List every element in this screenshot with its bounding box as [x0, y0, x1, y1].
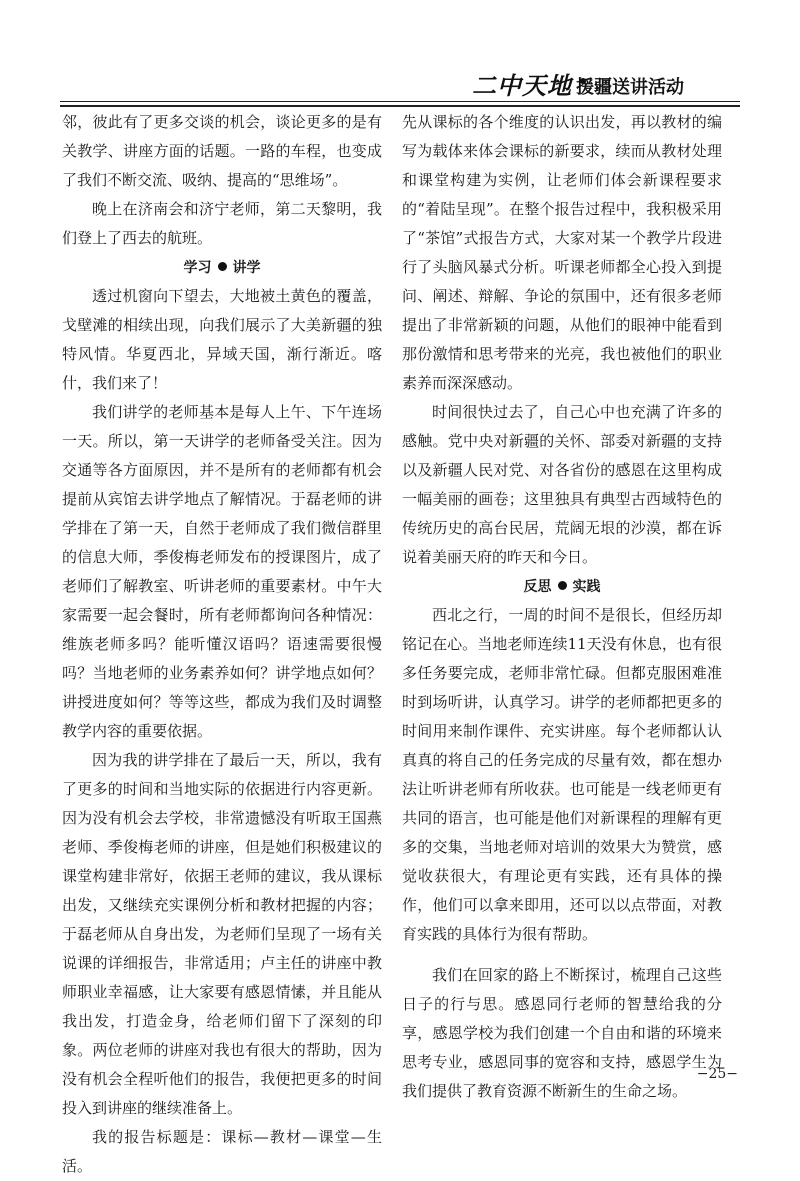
paragraph: 晚上在济南会和济宁老师，第二天黎明，我们登上了西去的航班。	[62, 200, 382, 247]
paragraph: 我的报告标题是：课标—教材—课堂—生活。	[62, 1128, 382, 1175]
subheading-right: 实践	[572, 579, 601, 595]
page-header	[0, 60, 800, 106]
paragraph: 因为我的讲学排在了最后一天，所以，我有了更多的时间和当地实际的依据进行内容更新。因为没有机会去学校，非常遗憾没有听取王国燕老师、季俊梅老师的讲座，但是她们积极建议的课堂构建非常好，依据王老师的建议，我从课标出发，又继续充实课例分析和教材把握的内容；于磊老师从自身出发，为老师们呈现了一场有关说课的详细报告，非常适用；卢主任的讲座中教师职业幸福感，让大家要有感恩情愫，并且能从我出发，打造金身，给老师们留下了深刻的印象。两位老师的讲座对我也有很大的帮助，因为没有机会全程听他们的报告，我便把更多的时间投入到讲座的继续准备上。	[62, 751, 382, 1117]
paragraph: 先从课标的各个维度的认识出发，再以教材的编写为载体来体会课标的新要求，续而从教材处理和课堂构建为实例，让老师们体会新课程要求的“着陆呈现”。在整个报告过程中，我积极采用了“茶馆”式报告方式，大家对某一个教学片段进行了头脑风暴式分析。听课老师都全心投入到提问、阐述、辩解、争论的氛围中，还有很多老师提出了非常新颖的问题，从他们的眼神中能看到那份激情和思考带来的光亮，我也被他们的职业素养而深深感动。	[402, 113, 722, 392]
paragraph: 我们讲学的老师基本是每人上午、下午连场一天。所以，第一天讲学的老师备受关注。因为交通等各方面原因，并不是所有的老师都有机会提前从宾馆去讲学地点了解情况。于磊老师的讲学排在了第一天，自然于老师成了我们微信群里的信息大师，季俊梅老师发布的授课图片，成了老师们了解教室、听讲老师的重要素材。中午大家需要一起会餐时，所有老师都询问各种情况：维族老师多吗？能听懂汉语吗？语速需要很慢吗？当地老师的业务素养如何？讲学地点如何？讲授进度如何？等等这些，都成为我们及时调整教学内容的重要依据。	[62, 403, 382, 740]
subheading-reflection	[402, 573, 722, 601]
section-title: 援疆送讲活动	[576, 77, 684, 98]
paragraph: 时间很快过去了，自己心中也充满了许多的感触。党中央对新疆的关怀、部委对新疆的支持以及新疆人民对党、对各省份的感恩在这里构成一幅美丽的画卷；这里独具有典型古西域特色的传统历史的高台民居，荒阔无垠的沙漠，都在诉说着美丽天府的昨天和今日。	[402, 403, 722, 566]
paragraph: 西北之行，一周的时间不是很长，但经历却铭记在心。当地老师连续11天没有休息，也有很多任务要完成，老师非常忙碌。但都克服困难准时到场听讲，认真学习。讲学的老师都把更多的时间用来制作课件、充实讲座。每个老师都认认真真的将自己的任务完成的尽量有效，都在想办法让听讲老师有所收获。也可能是一线老师更有共同的语言，也可能是他们对新课程的理解有更多的交集，当地老师对培训的效果大为赞赏，感觉收获很大，有理论更有实践，还有具体的操作，他们可以拿来即用，还可以以点带面，对教育实践的具体行为很有帮助。	[402, 606, 722, 943]
subheading-right: 讲学	[232, 260, 261, 276]
page-number: −25−	[696, 1066, 738, 1082]
header-rule-thin	[60, 101, 740, 102]
subheading-left: 反思	[523, 579, 552, 595]
subheading-study	[62, 254, 382, 282]
paragraph: 邻，彼此有了更多交谈的机会，谈论更多的是有关教学、讲座方面的话题。一路的车程，也变成了我们不断交流、吸纳、提高的“思维场”。	[62, 113, 382, 189]
bullet-icon	[558, 581, 567, 590]
header-rule-thick	[60, 105, 740, 107]
paragraph: 透过机窗向下望去，大地被土黄色的覆盖，戈壁滩的相续出现，向我们展示了大美新疆的独特风情。华夏西北，异域天国，渐行渐近。喀什，我们来了！	[62, 287, 382, 392]
right-column	[402, 108, 722, 1106]
subheading-left: 学习	[183, 260, 212, 276]
bullet-icon	[218, 262, 227, 271]
left-column	[62, 108, 382, 1181]
brand-title: 二中天地	[472, 71, 572, 100]
paragraph: 我们在回家的路上不断探讨，梳理自己这些日子的行与思。感恩同行老师的智慧给我的分享，感恩学校为我们创建一个自由和谐的环境来思考专业，感恩同事的宽容和支持，感恩学生为我们提供了教育资源不断新生的生命之场。	[402, 966, 722, 1100]
